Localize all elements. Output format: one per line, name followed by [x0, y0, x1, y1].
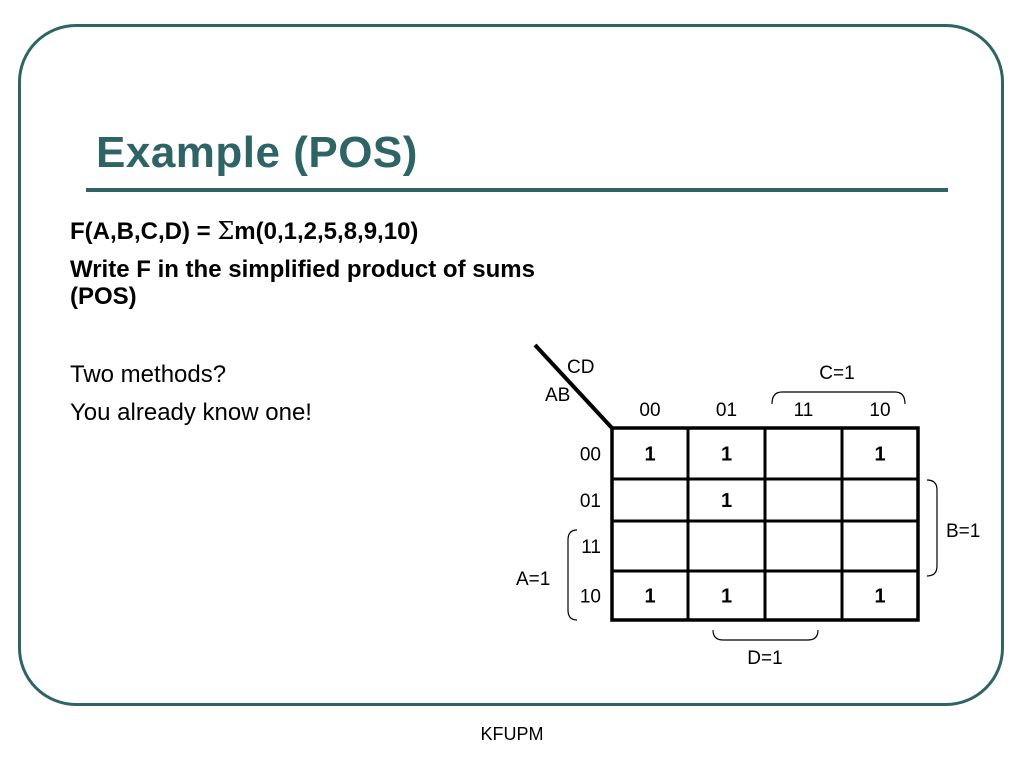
brace-a-shape — [568, 530, 577, 620]
kmap-grid — [612, 428, 918, 620]
brace-b-shape — [927, 480, 937, 576]
minterm-list: m(0,1,2,5,8,9,10) — [234, 218, 419, 245]
kmap-col-label: 01 — [715, 400, 738, 421]
kmap-cell-value: 1 — [874, 443, 886, 466]
footer-text: KFUPM — [480, 724, 544, 744]
kmap-col-labels — [639, 400, 890, 421]
kmap-cell-value: 1 — [644, 585, 656, 608]
task-statement: Write F in the simplified product of sums (POS) — [70, 256, 535, 310]
brace-d-label: D=1 — [747, 648, 783, 669]
hint-line: You already know one! — [70, 399, 312, 426]
kmap-cell-value: 1 — [874, 585, 886, 608]
brace-a-label: A=1 — [516, 569, 551, 590]
kmap-row-label: 00 — [579, 444, 601, 466]
kmap-col-label: 00 — [639, 400, 661, 421]
kmap-col-label: 11 — [793, 400, 814, 421]
kmap-row-label: 01 — [579, 491, 601, 512]
brace-d-shape — [713, 630, 818, 640]
function-prefix: F(A,B,C,D) = — [70, 218, 218, 245]
brace-c-label: C=1 — [819, 363, 855, 384]
kmap-col-vars-label: CD — [567, 357, 595, 378]
kmap-row-label: 10 — [579, 586, 601, 608]
sigma-symbol: Σ — [217, 217, 235, 245]
kmap-cell-value: 1 — [720, 490, 733, 512]
kmap-cell-value: 1 — [720, 443, 733, 466]
kmap-cell-value: 1 — [644, 443, 656, 466]
kmap-col-label: 10 — [869, 400, 891, 421]
question-line: Two methods? — [70, 361, 227, 388]
kmap-row-labels — [580, 445, 601, 608]
brace-b-label: B=1 — [946, 521, 981, 542]
kmap-row-label: 11 — [581, 537, 601, 558]
slide-title: Example (POS) — [96, 128, 418, 177]
kmap-row-vars-label: AB — [545, 385, 571, 406]
kmap-cell-value: 1 — [720, 585, 733, 608]
